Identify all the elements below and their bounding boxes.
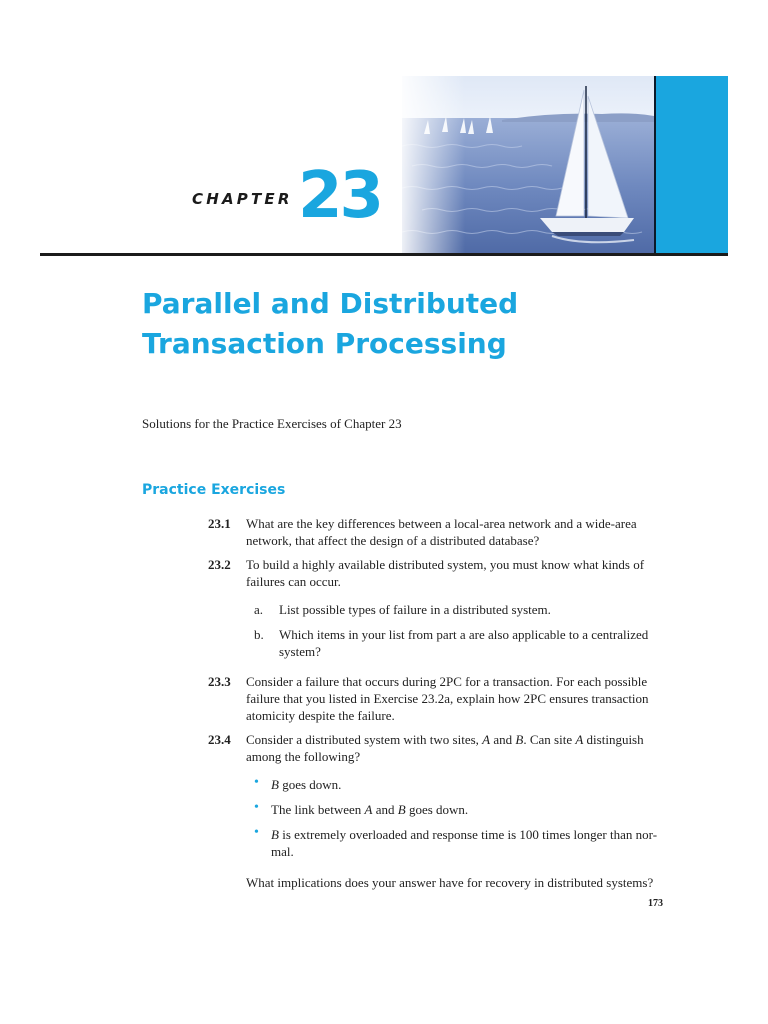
exercise-text xyxy=(246,556,668,590)
closing-question: What implications does your answer have for recovery in distributed systems? xyxy=(246,875,654,890)
bullet-text-run: goes down. xyxy=(278,777,342,792)
exercise-text xyxy=(246,515,668,549)
site-variable: B xyxy=(271,777,279,792)
bullet-text-run: mal. xyxy=(271,844,294,859)
bullet-text xyxy=(271,826,668,860)
chapter-title xyxy=(142,284,518,364)
bullet-icon: • xyxy=(254,775,259,790)
subitem-letter: a. xyxy=(254,602,264,617)
chapter-title-line-2: Transaction Processing xyxy=(142,327,507,360)
site-variable: B xyxy=(515,732,524,747)
site-variable: A xyxy=(575,732,584,747)
bullet-text xyxy=(271,776,668,793)
exercise-23-1 xyxy=(208,515,668,549)
bullet-text xyxy=(271,801,668,818)
exercise-line: atomicity despite the failure. xyxy=(246,708,395,723)
exercise-text xyxy=(246,673,668,724)
exercise-line: network, that affect the design of a distributed database? xyxy=(246,533,540,548)
exercise-line: What are the key differences between a local-area network and a wide-area xyxy=(246,516,637,531)
exercise-line: Consider a failure that occurs during 2PC for a transaction. For each possible xyxy=(246,674,648,689)
subitem-letter: b. xyxy=(254,627,264,642)
bullet-icon: • xyxy=(254,825,259,840)
site-variable: B xyxy=(271,827,279,842)
page-number: 173 xyxy=(648,898,663,909)
exercise-line: failure that you listed in Exercise 23.2a, explain how 2PC ensures transaction xyxy=(246,691,649,706)
chapter-number: 23 xyxy=(298,159,382,233)
chapter-label: CHAPTER xyxy=(192,190,293,208)
header-rule xyxy=(40,253,728,256)
bullet-item xyxy=(254,776,668,793)
bullet-icon: • xyxy=(254,800,259,815)
bullet-item xyxy=(254,826,668,860)
exercise-number: 23.3 xyxy=(208,674,231,689)
exercise-text-run: distinguish xyxy=(583,732,644,747)
subitem-text xyxy=(279,626,668,660)
bullet-text-run: goes down. xyxy=(405,802,469,817)
exercise-line: To build a highly available distributed system, you must know what kinds of xyxy=(246,557,645,572)
header-accent-bar xyxy=(656,76,728,254)
chapter-header-image xyxy=(402,76,654,254)
subitem-line: Which items in your list from part a are also applicable to a centralized xyxy=(279,627,649,642)
site-variable: B xyxy=(397,802,406,817)
bullet-text-run: The link between xyxy=(271,802,365,817)
exercise-23-4 xyxy=(208,731,668,765)
exercise-number: 23.2 xyxy=(208,557,231,572)
bullet-text-run: and xyxy=(372,802,398,817)
exercise-line: among the following? xyxy=(246,749,361,764)
subitem-line: system? xyxy=(279,644,321,659)
subitem-text: List possible types of failure in a distributed system. xyxy=(279,602,551,617)
sailboat-illustration xyxy=(402,76,654,254)
site-variable: A xyxy=(482,732,491,747)
exercise-23-2 xyxy=(208,556,668,590)
site-variable: A xyxy=(364,802,373,817)
exercise-text xyxy=(246,731,668,765)
exercise-number: 23.1 xyxy=(208,516,231,531)
chapter-title-line-1: Parallel and Distributed xyxy=(142,287,519,320)
section-heading: Practice Exercises xyxy=(142,482,286,498)
exercise-text-run: and xyxy=(490,732,516,747)
exercise-line: failures can occur. xyxy=(246,574,341,589)
bullet-item xyxy=(254,801,668,818)
intro-text: Solutions for the Practice Exercises of Chapter 23 xyxy=(142,416,402,431)
exercise-number: 23.4 xyxy=(208,732,231,747)
exercise-23-3 xyxy=(208,673,668,724)
exercise-text-run: . Can site xyxy=(523,732,576,747)
subitem-b xyxy=(254,626,668,660)
subitem-a xyxy=(254,601,668,618)
bullet-text-run: is extremely overloaded and response time is 100 times longer than nor- xyxy=(278,827,658,842)
exercise-text-run: Consider a distributed system with two sites, xyxy=(246,732,483,747)
